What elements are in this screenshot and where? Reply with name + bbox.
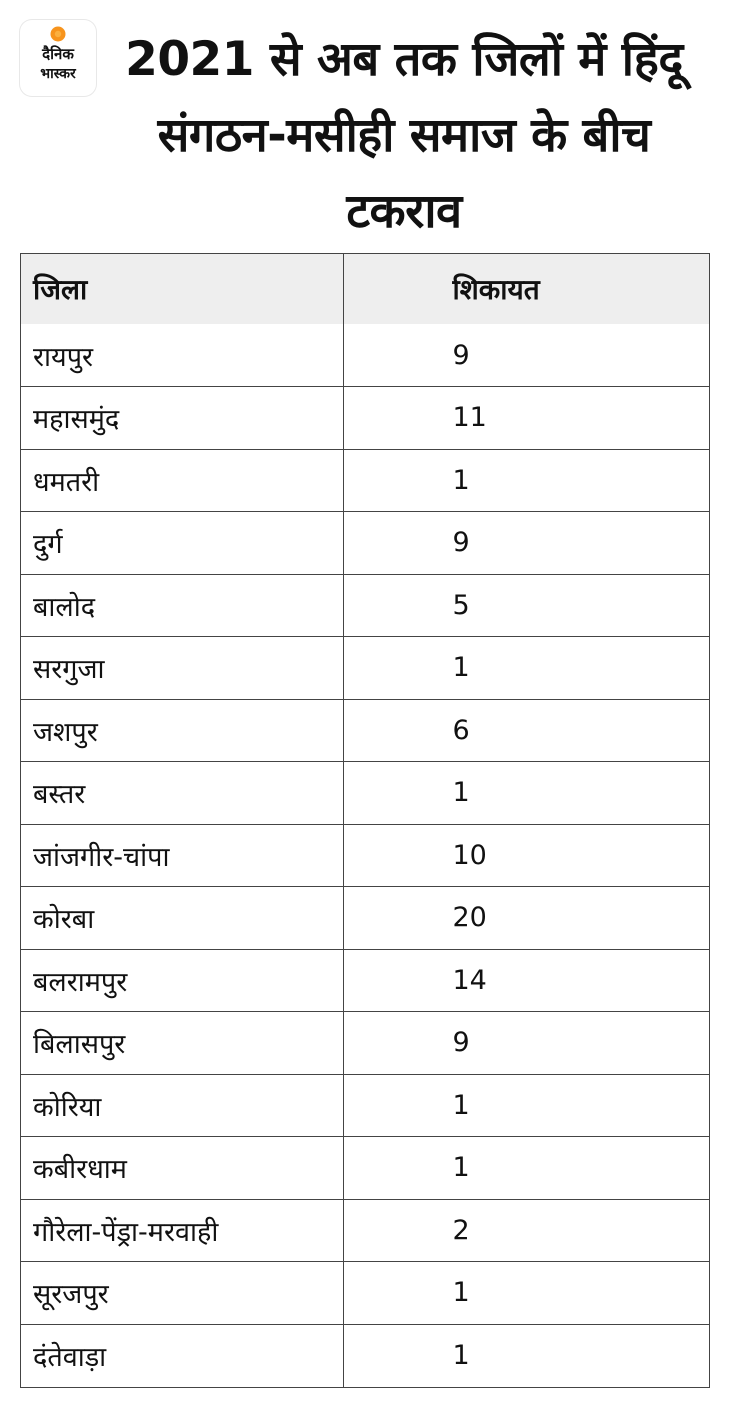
table-row <box>21 637 709 700</box>
district-cell: कोरिया <box>21 1074 343 1137</box>
district-cell: धमतरी <box>21 449 343 512</box>
complaint-count-cell: 1 <box>343 1262 709 1325</box>
district-cell: सूरजपुर <box>21 1262 343 1325</box>
district-cell: कबीरधाम <box>21 1137 343 1200</box>
complaint-count-cell: 11 <box>343 387 709 450</box>
complaint-count-cell: 9 <box>343 1012 709 1075</box>
table-row <box>21 887 709 950</box>
district-cell: बलरामपुर <box>21 949 343 1012</box>
district-cell: सरगुजा <box>21 637 343 700</box>
sun-logo-icon <box>50 26 66 42</box>
table-row <box>21 1262 709 1325</box>
table-row <box>21 512 709 575</box>
table-row <box>21 949 709 1012</box>
complaint-count-cell: 6 <box>343 699 709 762</box>
table-row <box>21 1137 709 1200</box>
data-table <box>20 253 710 1388</box>
table-row <box>21 824 709 887</box>
district-cell: बिलासपुर <box>21 1012 343 1075</box>
table-row <box>21 762 709 825</box>
table-row <box>21 387 709 450</box>
complaint-count-cell: 1 <box>343 1324 709 1387</box>
district-cell: दंतेवाड़ा <box>21 1324 343 1387</box>
column-header-district: जिला <box>21 254 343 324</box>
complaint-count-cell: 10 <box>343 824 709 887</box>
dainik-bhaskar-logo[interactable] <box>20 20 96 96</box>
complaint-count-cell: 1 <box>343 762 709 825</box>
district-cell: दुर्ग <box>21 512 343 575</box>
table-body <box>21 324 709 1387</box>
complaint-count-cell: 1 <box>343 1137 709 1200</box>
table-header-row <box>21 254 709 324</box>
header <box>0 0 730 250</box>
district-cell: गौरेला-पेंड्रा-मरवाही <box>21 1199 343 1262</box>
logo-text-line2: भास्कर <box>40 66 76 82</box>
complaint-count-cell: 20 <box>343 887 709 950</box>
table-row <box>21 699 709 762</box>
table-row <box>21 1074 709 1137</box>
district-cell: रायपुर <box>33 341 94 373</box>
complaint-count-cell: 9 <box>343 324 709 387</box>
complaint-count-cell: 1 <box>343 637 709 700</box>
district-cell: जशपुर <box>21 699 343 762</box>
district-cell: महासमुंद <box>21 387 343 450</box>
district-cell: बस्तर <box>21 762 343 825</box>
district-cell: जांजगीर-चांपा <box>21 824 343 887</box>
complaint-count-cell: 14 <box>343 949 709 1012</box>
table-row <box>21 1199 709 1262</box>
complaint-count-cell: 5 <box>343 574 709 637</box>
column-header-complaints: शिकायत <box>343 254 709 324</box>
district-cell: कोरबा <box>21 887 343 950</box>
page-title: 2021 से अब तक जिलों में हिंदू संगठन-मसीही समाज के बीच टकराव <box>125 32 683 239</box>
district-cell: बालोद <box>21 574 343 637</box>
complaint-count-cell: 1 <box>343 1074 709 1137</box>
table-row <box>21 449 709 512</box>
table-row <box>21 574 709 637</box>
logo-text-line1: दैनिक <box>42 45 74 63</box>
complaint-count-cell: 2 <box>343 1199 709 1262</box>
table-row <box>21 1324 709 1387</box>
complaint-count-cell: 9 <box>343 512 709 575</box>
table-row <box>21 1012 709 1075</box>
table-row <box>21 324 709 387</box>
complaint-count-cell: 1 <box>343 449 709 512</box>
